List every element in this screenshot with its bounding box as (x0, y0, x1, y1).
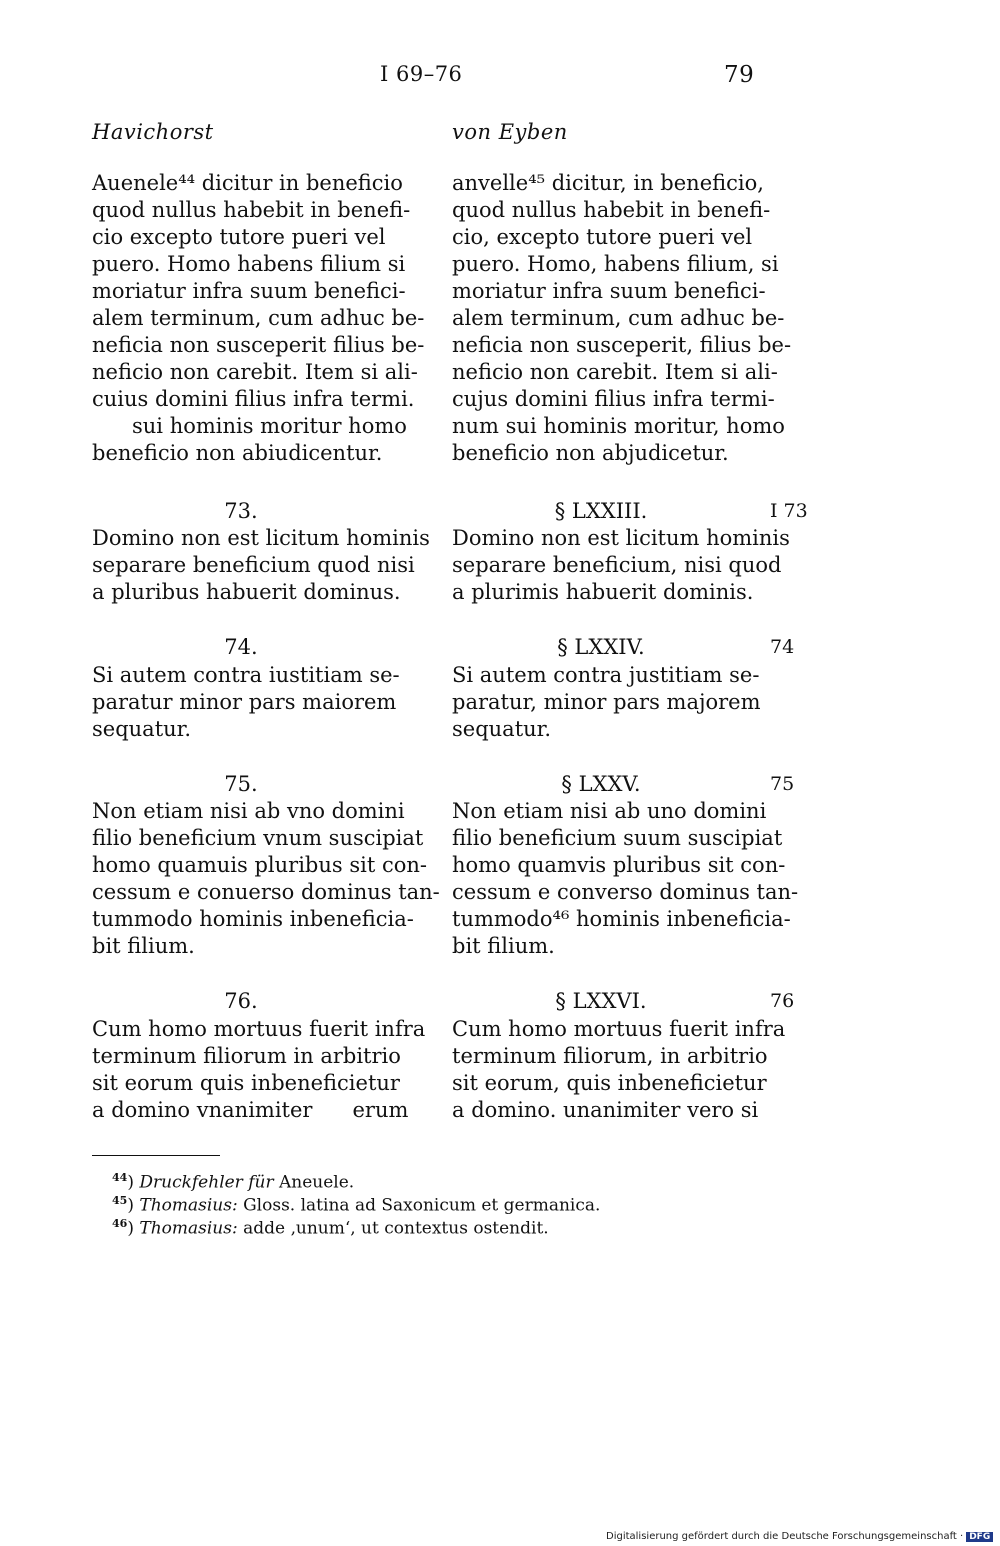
text-line: Domino non est licitum hominis (92, 526, 430, 550)
margin-reference: I 73 (770, 500, 808, 522)
footnote-text: adde ‚unum‘, ut contextus ostendit. (237, 1218, 549, 1239)
text-line: Cum homo mortuus fuerit infra (92, 1017, 426, 1041)
text-line: neficia non susceperit filius be- (92, 333, 425, 357)
text-line: homo quamuis pluribus sit con- (92, 853, 427, 877)
page-number: 79 (724, 62, 755, 88)
section-number-left: 76. (224, 989, 258, 1013)
running-head-range: I 69–76 (380, 62, 463, 86)
text-line: cio, excepto tutore pueri vel (452, 225, 753, 249)
footnote-lead: Thomasius: (139, 1218, 238, 1239)
text-line: a domino. unanimiter vero si (452, 1098, 759, 1122)
text-line: terminum filiorum, in arbitrio (452, 1044, 768, 1068)
text-line: neficio non carebit. Item si ali- (92, 360, 418, 384)
margin-reference: 75 (770, 773, 795, 795)
footnote-mark: 46 (112, 1217, 128, 1230)
text-line: cujus domini filius infra termi- (452, 387, 775, 411)
footnote: $^{46}$) Thomasius: adde ‚unum‘, ut contextus ostendit. (112, 1217, 549, 1239)
text-line: moriatur infra suum benefici- (452, 279, 766, 303)
text-line: tummodo hominis inbeneficia- (92, 907, 414, 931)
text-line: filio beneficium vnum suscipiat (92, 826, 424, 850)
footnote-lead: Thomasius: (139, 1195, 238, 1216)
text-line: puero. Homo habens filium si (92, 252, 406, 276)
right-section-text (452, 662, 761, 743)
text-line: sit eorum quis inbeneficietur (92, 1071, 400, 1095)
section-number-right: § LXXVI. (555, 989, 647, 1013)
text-line: quod nullus habebit in benefi- (452, 198, 771, 222)
section-number-right: § LXXIV. (557, 635, 645, 659)
text-line: bit filium. (452, 934, 555, 958)
left-section-text (92, 798, 440, 960)
text-line: beneficio non abiudicentur. (92, 441, 383, 465)
margin-reference: 76 (770, 990, 795, 1012)
text-line: homo quamvis pluribus sit con- (452, 853, 786, 877)
footnote-text: Gloss. latina ad Saxonicum et germanica. (237, 1195, 601, 1216)
text-line: tummodo⁴⁶ hominis inbeneficia- (452, 907, 791, 931)
section-number-left: 74. (224, 635, 258, 659)
footnote-mark: 45 (112, 1194, 128, 1207)
footnote: $^{45}$) Thomasius: Gloss. latina ad Saxonicum et germanica. (112, 1194, 601, 1216)
footnote: $^{44}$) Druckfehler für Aneuele. (112, 1171, 355, 1193)
text-line: puero. Homo, habens filium, si (452, 252, 779, 276)
left-section-text (92, 1016, 426, 1124)
dfg-logo: DFG (966, 1532, 993, 1542)
text-line: Auenele⁴⁴ dicitur in beneficio (92, 171, 403, 195)
section-number-right: § LXXV. (561, 772, 641, 796)
text-line: separare beneficium quod nisi (92, 553, 415, 577)
left-section-text (92, 525, 430, 606)
right-intro-paragraph (452, 170, 792, 467)
text-line: a domino vnanimiter erum (92, 1098, 409, 1122)
text-line: separare beneficium, nisi quod (452, 553, 782, 577)
left-column-title: Havichorst (92, 120, 214, 144)
left-section-text (92, 662, 400, 743)
text-line: moriatur infra suum benefici- (92, 279, 406, 303)
text-line: alem terminum, cum adhuc be- (92, 306, 425, 330)
text-line: Domino non est licitum hominis (452, 526, 790, 550)
text-line: alem terminum, cum adhuc be- (452, 306, 785, 330)
footnote-text: Aneuele. (273, 1172, 355, 1193)
credit-text: Digitalisierung gefördert durch die Deutsche Forschungsgemeinschaft · (606, 1531, 964, 1542)
text-line: Si autem contra iustitiam se- (92, 663, 400, 687)
text-line: Non etiam nisi ab uno domini (452, 799, 767, 823)
text-line: bit filium. (92, 934, 195, 958)
text-line: sui hominis moritur homo (132, 414, 407, 438)
section-number-right: § LXXIII. (554, 499, 648, 523)
text-line: cessum e conuerso dominus tan- (92, 880, 440, 904)
margin-reference: 74 (770, 636, 795, 658)
text-line: paratur, minor pars majorem (452, 690, 761, 714)
text-line: a plurimis habuerit dominis. (452, 580, 754, 604)
text-line: a pluribus habuerit dominus. (92, 580, 401, 604)
section-number-left: 73. (224, 499, 258, 523)
right-section-text (452, 1016, 786, 1124)
footnote-rule (92, 1155, 220, 1156)
text-line: Si autem contra justitiam se- (452, 663, 760, 687)
text-line: num sui hominis moritur, homo (452, 414, 785, 438)
text-line: sequatur. (452, 717, 552, 741)
text-line: Non etiam nisi ab vno domini (92, 799, 405, 823)
right-section-text (452, 525, 790, 606)
footnote-mark: 44 (112, 1171, 128, 1184)
text-line: paratur minor pars maiorem (92, 690, 397, 714)
text-line: neficia non susceperit, filius be- (452, 333, 792, 357)
text-line: terminum filiorum in arbitrio (92, 1044, 401, 1068)
footnote-lead: Druckfehler für (139, 1172, 274, 1193)
digitization-credit (606, 1531, 993, 1542)
text-line: Cum homo mortuus fuerit infra (452, 1017, 786, 1041)
left-intro-paragraph (92, 170, 425, 467)
text-line: sit eorum, quis inbeneficietur (452, 1071, 767, 1095)
right-column-title: von Eyben (452, 120, 568, 144)
text-line: anvelle⁴⁵ dicitur, in beneficio, (452, 171, 764, 195)
text-line: cuius domini filius infra termi. (92, 387, 415, 411)
text-line: cessum e converso dominus tan- (452, 880, 799, 904)
section-number-left: 75. (224, 772, 258, 796)
text-line: neficio non carebit. Item si ali- (452, 360, 778, 384)
text-line: quod nullus habebit in benefi- (92, 198, 411, 222)
text-line: sequatur. (92, 717, 192, 741)
text-line: cio excepto tutore pueri vel (92, 225, 386, 249)
text-line: beneficio non abjudicetur. (452, 441, 729, 465)
text-line: filio beneficium suum suscipiat (452, 826, 783, 850)
right-section-text (452, 798, 799, 960)
